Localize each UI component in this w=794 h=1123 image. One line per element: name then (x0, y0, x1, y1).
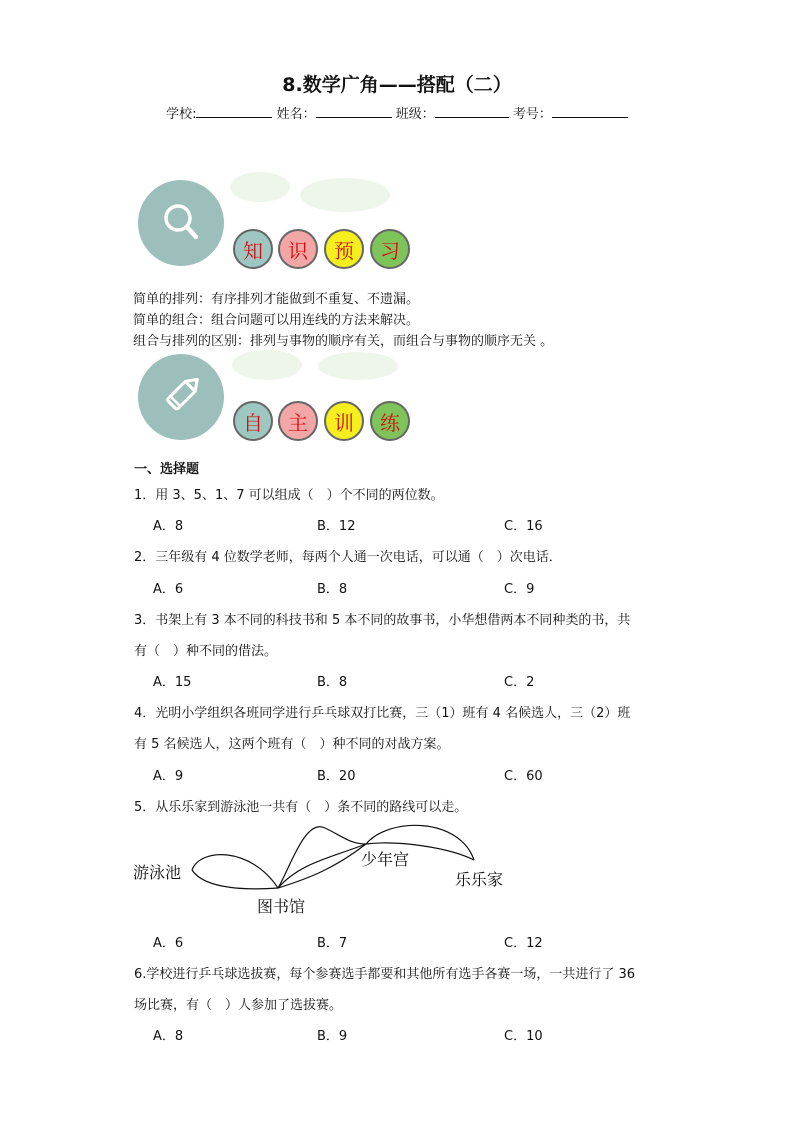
student-info-line (0, 103, 794, 122)
preview-line-2: 简单的组合：组合问题可以用连线的方法来解决。 (133, 313, 420, 328)
preview-line-3: 组合与排列的区别：排列与事物的顺序有关，而组合与事物的顺序无关 。 (133, 334, 554, 349)
q2-option-a[interactable]: A．6 (153, 582, 184, 597)
practice-char-2: 主 (278, 401, 318, 441)
section-title: 一、选择题 (134, 462, 200, 477)
pencil-icon (138, 354, 224, 440)
practice-char-1: 自 (233, 401, 273, 441)
magnifier-icon (138, 180, 224, 266)
q4-option-c[interactable]: C．60 (504, 769, 543, 784)
school-blank[interactable] (196, 105, 272, 118)
exam-number-blank[interactable] (552, 105, 628, 118)
q2-option-c[interactable]: C．9 (504, 582, 535, 597)
q3-option-c[interactable]: C．2 (504, 675, 535, 690)
preview-line-1: 简单的排列：有序排列才能做到不重复、不遗漏。 (133, 292, 420, 307)
preview-char-2: 识 (278, 229, 318, 269)
question-4-line-2: 有 5 名候选人，这两个班有（ ）种不同的对战方案。 (134, 737, 450, 752)
preview-badge (138, 180, 224, 266)
map-label-palace: 少年宫 (361, 850, 410, 869)
question-3-line-2: 有（ ）种不同的借法。 (134, 644, 278, 659)
q6-option-c[interactable]: C．10 (504, 1029, 543, 1044)
question-4-line-1: 4．光明小学组织各班同学进行乒乓球双打比赛，三（1）班有 4 名候选人，三（2）班 (134, 706, 631, 721)
map-label-pool: 游泳池 (133, 863, 182, 882)
q4-option-b[interactable]: B．20 (317, 769, 356, 784)
q5-option-b[interactable]: B．7 (317, 936, 348, 951)
class-label: 班级： (395, 107, 435, 122)
q1-option-b[interactable]: B．12 (317, 519, 356, 534)
preview-char-1: 知 (233, 229, 273, 269)
question-3-line-1: 3．书架上有 3 本不同的科技书和 5 本不同的故事书，小华想借两本不同种类的书，共 (134, 613, 631, 628)
preview-char-3: 预 (324, 229, 364, 269)
decorative-blob (318, 352, 398, 380)
question-2: 2．三年级有 4 位数学老师，每两个人通一次电话，可以通（ ）次电话． (134, 550, 562, 565)
q5-option-a[interactable]: A．6 (153, 936, 184, 951)
q3-option-a[interactable]: A．15 (153, 675, 192, 690)
exam-number-label: 考号： (512, 107, 552, 122)
decorative-blob (300, 178, 390, 212)
name-label: 姓名： (276, 107, 316, 122)
name-blank[interactable] (316, 105, 392, 118)
decorative-blob (230, 172, 290, 202)
q3-option-b[interactable]: B．8 (317, 675, 348, 690)
q1-option-a[interactable]: A．8 (153, 519, 184, 534)
question-6-line-1: 6.学校进行乒乓球选拔赛，每个参赛选手都要和其他所有选手各赛一场，一共进行了 36 (134, 967, 636, 982)
page-title: 8.数学广角——搭配（二） (282, 74, 512, 96)
q2-option-b[interactable]: B．8 (317, 582, 348, 597)
q5-option-c[interactable]: C．12 (504, 936, 543, 951)
question-5: 5．从乐乐家到游泳池一共有（ ）条不同的路线可以走。 (134, 800, 468, 815)
q4-option-a[interactable]: A．9 (153, 769, 184, 784)
q1-option-c[interactable]: C．16 (504, 519, 543, 534)
practice-char-4: 练 (370, 401, 410, 441)
question-1: 1．用 3、5、1、7 可以组成（ ）个不同的两位数。 (134, 488, 444, 503)
practice-badge (138, 354, 224, 440)
practice-char-3: 训 (324, 401, 364, 441)
class-blank[interactable] (435, 105, 509, 118)
q6-option-a[interactable]: A．8 (153, 1029, 184, 1044)
map-label-home: 乐乐家 (455, 870, 504, 889)
school-label: 学校: (166, 107, 197, 122)
map-label-library: 图书馆 (257, 897, 306, 916)
q6-option-b[interactable]: B．9 (317, 1029, 348, 1044)
question-6-line-2: 场比赛，有（ ）人参加了选拔赛。 (134, 998, 343, 1013)
decorative-blob (232, 350, 302, 380)
preview-char-4: 习 (370, 229, 410, 269)
